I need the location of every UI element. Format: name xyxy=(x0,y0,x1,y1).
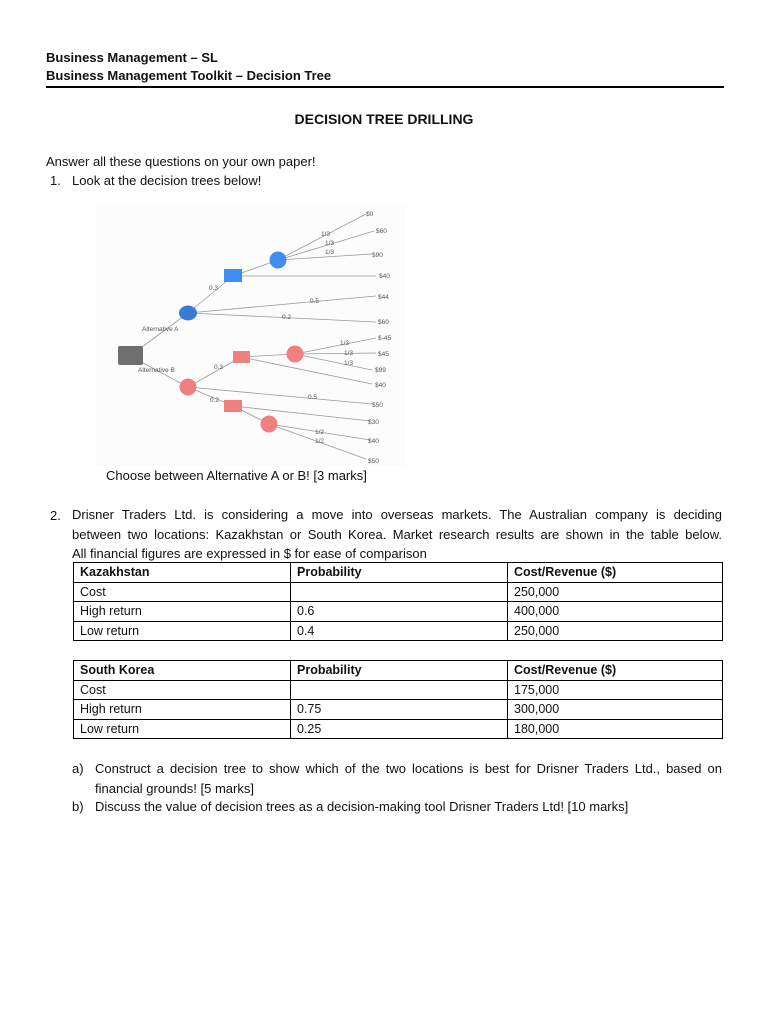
tree-prob-label: 0.2 xyxy=(210,397,220,404)
q2-line: All financial figures are expressed in $ for ease of comparison xyxy=(72,546,427,561)
part-a-line: Construct a decision tree to show which of the two locations is best for Drisner Traders Ltd., based on xyxy=(95,761,722,776)
table-cell: Cost xyxy=(74,582,291,602)
tree-prob-label: 0.5 xyxy=(308,394,318,401)
intro-text: Answer all these questions on your own paper! xyxy=(46,154,316,169)
alt-b-label: Alternative B xyxy=(138,367,175,374)
table-cell: 0.75 xyxy=(291,700,508,720)
alt-b-sub-chance-node-2 xyxy=(261,416,278,433)
tree-payoff-value: $99 xyxy=(375,367,386,374)
table-cell: 400,000 xyxy=(508,602,723,622)
tree-prob-label: 1/3 xyxy=(344,360,354,367)
alt-b-decision-node-2 xyxy=(224,400,242,412)
tree-prob-label: 1/3 xyxy=(344,350,354,357)
figure-background xyxy=(96,204,406,466)
tree-payoff-value: $50 xyxy=(368,458,379,465)
alt-a-decision-node xyxy=(224,269,242,282)
tree-payoff-value: $-45 xyxy=(378,335,392,342)
part-b-label: b) xyxy=(72,799,84,814)
tree-prob-label: 0.3 xyxy=(214,364,224,371)
alt-a-label: Alternative A xyxy=(142,326,179,333)
alt-b-chance-node xyxy=(180,379,197,396)
tree-prob-label: 0.3 xyxy=(209,285,219,292)
table-header-cell: Cost/Revenue ($) xyxy=(508,563,723,583)
part-a-label: a) xyxy=(72,761,84,776)
part-b-text: Discuss the value of decision trees as a decision-making tool Drisner Traders Ltd! [10 marks] xyxy=(95,799,629,814)
tree-payoff-value: $45 xyxy=(378,351,389,358)
tree-prob-label: 1/2 xyxy=(315,438,325,445)
tree-prob-label: 1/3 xyxy=(325,240,335,247)
tree-payoff-value: $60 xyxy=(378,319,389,326)
table-cell: Cost xyxy=(74,680,291,700)
table-row xyxy=(74,700,723,720)
tree-prob-label: 1/3 xyxy=(325,249,335,256)
table-cell: High return xyxy=(74,700,291,720)
table-header-cell: Cost/Revenue ($) xyxy=(508,661,723,681)
table-row xyxy=(74,719,723,739)
header-course: Business Management – SL xyxy=(46,50,218,65)
table-header-cell: South Korea xyxy=(74,661,291,681)
table-cell xyxy=(291,680,508,700)
table-cell: Low return xyxy=(74,719,291,739)
table-row xyxy=(74,621,723,641)
table-row xyxy=(74,602,723,622)
table-row xyxy=(74,582,723,602)
q2-line: Drisner Traders Ltd. is considering a move into overseas markets. The Australian company is deciding xyxy=(72,507,722,522)
table-cell: High return xyxy=(74,602,291,622)
tree-payoff-value: $40 xyxy=(375,382,386,389)
q2-line: between two locations: Kazakhstan or South Korea. Market research results are shown in the table below. xyxy=(72,526,722,542)
table-header-row xyxy=(74,661,723,681)
q1-text: Look at the decision trees below! xyxy=(72,173,262,188)
table-cell: 180,000 xyxy=(508,719,723,739)
tree-prob-label: 1/3 xyxy=(340,340,350,347)
south-korea-table xyxy=(73,660,723,739)
alt-a-sub-chance-node xyxy=(270,252,287,269)
table-cell: 0.4 xyxy=(291,621,508,641)
tree-payoff-value: $30 xyxy=(368,419,379,426)
table-header-cell: Probability xyxy=(291,563,508,583)
part-a-text xyxy=(95,759,722,798)
tree-payoff-value: $0 xyxy=(366,211,374,218)
table-header-cell: Probability xyxy=(291,661,508,681)
table-cell: 250,000 xyxy=(508,621,723,641)
tree-payoff-value: $40 xyxy=(368,438,379,445)
part-a-line: financial grounds! [5 marks] xyxy=(95,780,254,796)
decision-tree-figure xyxy=(96,204,406,466)
kazakhstan-table xyxy=(73,562,723,641)
header-topic: Business Management Toolkit – Decision Tree xyxy=(46,68,332,83)
table-cell xyxy=(291,582,508,602)
header-rule xyxy=(46,86,724,88)
alt-b-sub-chance-node-1 xyxy=(287,346,304,363)
decision-node xyxy=(118,346,143,365)
q1-caption: Choose between Alternative A or B! [3 marks] xyxy=(106,468,367,483)
table-cell: 175,000 xyxy=(508,680,723,700)
tree-payoff-value: $60 xyxy=(376,228,387,235)
alt-a-chance-node xyxy=(179,306,197,321)
table-row xyxy=(74,680,723,700)
table-cell: Low return xyxy=(74,621,291,641)
table-cell: 250,000 xyxy=(508,582,723,602)
tree-payoff-value: $44 xyxy=(378,294,389,301)
q1-number: 1. xyxy=(50,173,61,188)
q2-paragraph xyxy=(72,505,722,564)
tree-payoff-value: $40 xyxy=(379,273,390,280)
table-header-cell: Kazakhstan xyxy=(74,563,291,583)
tree-prob-label: 1/2 xyxy=(315,429,325,436)
page-title: DECISION TREE DRILLING xyxy=(294,111,474,127)
tree-prob-label: 0.5 xyxy=(310,298,320,305)
q2-number: 2. xyxy=(50,508,61,523)
table-cell: 0.6 xyxy=(291,602,508,622)
table-header-row xyxy=(74,563,723,583)
table-cell: 300,000 xyxy=(508,700,723,720)
tree-payoff-value: $50 xyxy=(372,402,383,409)
tree-payoff-value: $90 xyxy=(372,252,383,259)
tree-prob-label: 1/3 xyxy=(321,231,331,238)
tree-prob-label: 0.2 xyxy=(282,314,292,321)
alt-b-decision-node-1 xyxy=(233,351,250,363)
table-cell: 0.25 xyxy=(291,719,508,739)
